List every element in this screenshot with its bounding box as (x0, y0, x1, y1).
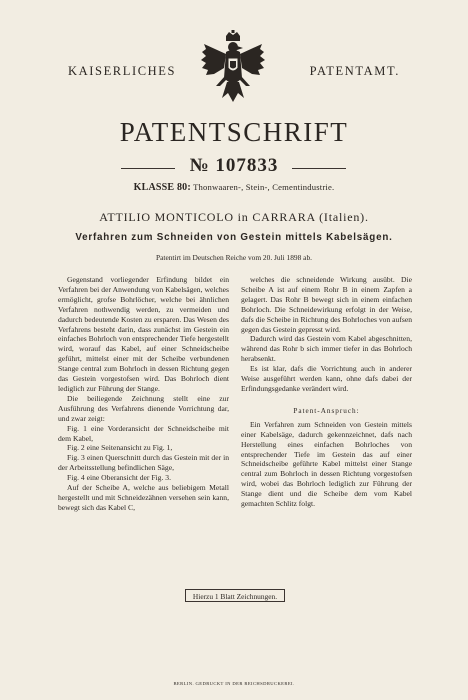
klasse-line (0, 182, 468, 193)
paragraph: Auf der Scheibe A, welche aus beliebigem Metall hergestellt und mit Schneidezähnen versehen sein kann, bewegt sich das Kabel C, (58, 483, 229, 512)
inventor-line: ATTILIO MONTICOLO in CARRARA (Italien). (99, 210, 369, 224)
left-text-column (58, 275, 229, 513)
paragraph: Fig. 2 eine Seitenansicht zu Fig. 1, (67, 443, 173, 453)
imperial-eagle-icon (200, 30, 266, 108)
paragraph: Dadurch wird das Gestein vom Kabel abgeschnitten, während das Rohr b sich immer tiefer in das Bohrloch herabsenkt. (241, 334, 412, 364)
right-rule-divider (292, 168, 346, 169)
klasse-text: Thonwaaren-, Stein-, Cementindustrie. (193, 182, 335, 192)
patent-number: № 107833 (189, 155, 279, 176)
paragraph: Fig. 3 einen Querschnitt durch das Gestein mit der in der Arbeitsstellung befindlichen Säge, (58, 453, 229, 473)
patent-date-line: Patentirt im Deutschen Reiche vom 20. Juli 1898 ab. (156, 253, 312, 262)
klasse-label: KLASSE 80: (133, 182, 191, 193)
paragraph: Fig. 1 eine Vorderansicht der Schneidscheibe mit dem Kabel, (58, 423, 229, 443)
document-title: PATENTSCHRIFT (119, 117, 349, 147)
office-left-text: KAISERLICHES (68, 64, 177, 78)
paragraph: welches die schneidende Wirkung ausübt. Die Scheibe A ist auf einem Rohr B in einem Zapfen a gelagert. Das Rohr B bewegt sich in einem einfachen Bohrloch. Die Schneidewirkung erfolgt in der Weise, dafs die Scheibe in Richtung des Bohrloches von aufsen gegen das Gestein gepresst wird. (241, 275, 412, 334)
drawings-footnote: Hierzu 1 Blatt Zeichnungen. (185, 589, 285, 602)
office-right-text: PATENTAMT. (309, 64, 400, 78)
paragraph: Gegenstand vorliegender Erfindung bildet ein Verfahren bei der Anwendung von Kabelsägen, welches ermöglicht, grofse Bohrlöcher, welche bei ähnlichen Verfahren nothwendig werden, zu vermeiden und dadurch bedeutende Kosten zu ersparen. Das Wesen des Verfahrens besteht darin, dass zunächst im Gestein ein einfaches Bohrloch von entsprechender Tiefe hergestellt wird, worauf das Kabel, auf einer Schneidscheibe geführt, mittelst einer mit der Scheibe verbundenen Stange central zum Bohrloch in dessen Richtung gegen das Gestein vorgestofsen wird. Das Bohrloch dient lediglich zur Führung der Stange. (58, 275, 229, 393)
paragraph: Es ist klar, dafs die Vorrichtung auch in anderer Weise ausgeführt werden kann, ohne dafs dabei der Erfindungsgedanke verändert wird. (241, 364, 412, 393)
patent-subject: Verfahren zum Schneiden von Gestein mittels Kabelsägen. (75, 232, 393, 243)
right-text-column (241, 275, 412, 509)
printer-imprint: BERLIN. GEDRUCKT IN DER REICHSDRUCKEREI. (173, 681, 295, 686)
claim-text: Ein Verfahren zum Schneiden von Gestein mittels einer Kabelsäge, dadurch gekennzeichnet, dafs nach Herstellung eines einfachen Bohrloches von entsprechender Tiefe im Gestein das auf einer Schneidscheibe geführte Kabel mittelst einer Stange central zum Bohrloch in dessen Richtung vorgestofsen wird, wobei das Bohrloch lediglich zur Führung der Stange dient und die Scheibe dem vom Kabel gemachten Schlitz folgt. (241, 419, 412, 509)
paragraph: Fig. 4 eine Oberansicht der Fig. 3. (67, 473, 171, 483)
paragraph: Die beiliegende Zeichnung stellt eine zur Ausführung des Verfahrens dienende Vorrichtung dar, und zwar zeigt: (58, 393, 229, 423)
claim-heading: Patent-Anspruch: (293, 406, 360, 415)
